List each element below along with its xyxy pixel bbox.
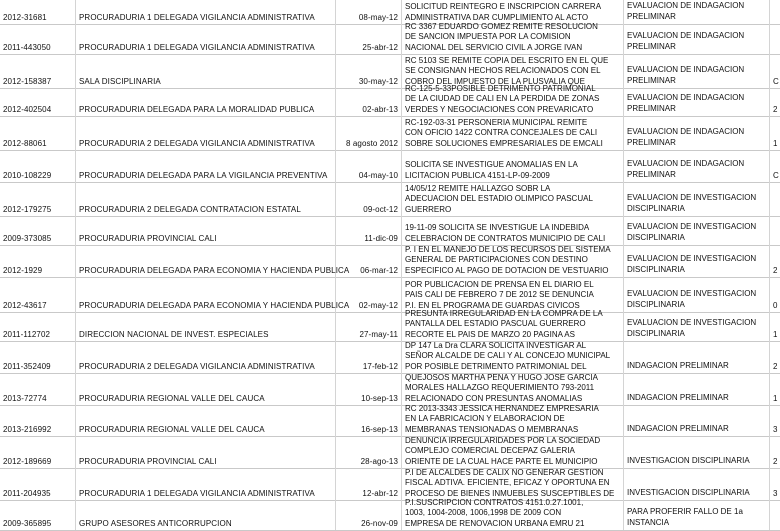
extra-cell[interactable] <box>770 405 780 436</box>
stage-cell[interactable] <box>624 182 770 216</box>
description-cell-text: P.I.SUSCRIPCION CONTRATOS 4151.0.27.1001, 1003, 1004-2008, 1006,1998 DE 2009 CON EMPRESA DE RENOVACION URBANA EMRU 21 <box>405 498 585 528</box>
entity-cell[interactable] <box>76 216 336 245</box>
extra-cell-text: 0 <box>773 301 778 310</box>
date-cell-text: 10-sep-13 <box>361 394 398 403</box>
entity-cell-text: PROCURADURIA PROVINCIAL CALI <box>79 234 217 243</box>
stage-cell[interactable] <box>624 54 770 88</box>
date-cell-text: 25-abr-12 <box>362 43 398 52</box>
date-cell[interactable] <box>336 341 402 373</box>
description-cell-text: DENUNCIA IRREGULARIDADES POR LA SOCIEDAD COMPLEJO COMERCIAL DECEPAZ GALERIA ORIENTE DE LA CUAL HACE PARTE EL MUNICIPIO <box>405 436 601 466</box>
table-row <box>0 24 780 55</box>
extra-cell[interactable] <box>770 341 780 373</box>
date-cell[interactable] <box>336 150 402 182</box>
date-cell-text: 08-may-12 <box>358 13 398 22</box>
case-id-cell[interactable] <box>0 500 76 530</box>
case-id-cell[interactable] <box>0 182 76 216</box>
stage-cell-text: EVALUACION DE INVESTIGACION DISCIPLINARIA <box>627 318 757 338</box>
stage-cell[interactable] <box>624 500 770 530</box>
description-cell-text: RC 3367 EDUARDO GOMEZ REMITE RESOLUCION DE SANCION IMPUESTA POR LA COMISION NACIONAL DEL SERVICIO CIVIL A JORGE IVAN <box>405 22 598 52</box>
date-cell[interactable] <box>336 245 402 277</box>
date-cell[interactable] <box>336 24 402 54</box>
date-cell-text: 02-abr-13 <box>362 105 398 114</box>
description-cell-text: SOLICITA SE INVESTIGUE ANOMALIAS EN LA LICITACION PUBLICA 4151-LP-09-2009 <box>405 160 578 180</box>
description-cell-text: P. I EN EL MANEJO DE LOS RECURSOS DEL SISTEMA GENERAL DE PARTICIPACIONES CON DESTINO ESPECIFICO AL PAGO DE DOTACION DE VESTUARIO <box>405 245 611 275</box>
description-cell-text: SOLICITUD REINTEGRO E INSCRIPCION CARRERA ADMINISTRATIVA DAR CUMPLIMIENTO AL ACTO <box>405 2 602 22</box>
table-row <box>0 182 780 217</box>
entity-cell[interactable] <box>76 54 336 88</box>
extra-cell-text: 2 <box>773 266 778 275</box>
table-row <box>0 84 780 117</box>
case-id-cell[interactable] <box>0 373 76 405</box>
date-cell-text: 27-may-11 <box>359 330 398 339</box>
stage-cell-text: EVALUACION DE INDAGACION PRELIMINAR <box>627 1 745 21</box>
extra-cell-text: C <box>773 77 779 86</box>
extra-cell[interactable] <box>770 468 780 500</box>
table-row <box>0 0 780 25</box>
entity-cell[interactable] <box>76 116 336 150</box>
stage-cell[interactable] <box>624 24 770 54</box>
extra-cell-text: 3 <box>773 489 778 498</box>
date-cell[interactable] <box>336 54 402 88</box>
stage-cell-text: EVALUACION DE INDAGACION PRELIMINAR <box>627 127 745 147</box>
description-cell[interactable] <box>402 24 624 54</box>
date-cell[interactable] <box>336 312 402 341</box>
case-id-cell-text: 2012-31681 <box>3 13 47 22</box>
stage-cell[interactable] <box>624 468 770 500</box>
extra-cell[interactable] <box>770 373 780 405</box>
extra-cell[interactable] <box>770 277 780 312</box>
table-row <box>0 341 780 374</box>
date-cell-text: 17-feb-12 <box>362 362 398 371</box>
date-cell-text: 11-dic-09 <box>364 234 398 243</box>
description-cell-text: RC-125-5-33POSIBLE DETRIMENTO PATRIMONIAL DE LA CIUDAD DE CALI EN LA PERDIDA DE ZONAS VERDES Y NEGOCIACIONES CON PREVARICATO <box>405 84 600 114</box>
entity-cell-text: PROCURADURIA DELEGADA PARA ECONOMIA Y HACIENDA PUBLICA <box>79 266 350 275</box>
description-cell[interactable] <box>402 150 624 182</box>
extra-cell[interactable] <box>770 54 780 88</box>
case-id-cell-text: 2011-352409 <box>3 362 51 371</box>
date-cell[interactable] <box>336 88 402 116</box>
stage-cell-text: EVALUACION DE INDAGACION PRELIMINAR <box>627 93 745 113</box>
case-id-cell[interactable] <box>0 436 76 468</box>
stage-cell[interactable] <box>624 216 770 245</box>
case-id-cell[interactable] <box>0 116 76 150</box>
stage-cell-text: EVALUACION DE INDAGACION PRELIMINAR <box>627 31 745 51</box>
case-id-cell-text: 2012-88061 <box>3 139 47 148</box>
table-row <box>0 277 780 313</box>
extra-cell[interactable] <box>770 0 780 24</box>
extra-cell[interactable] <box>770 216 780 245</box>
description-cell-text: 19-11-09 SOLICITA SE INVESTIGUE LA INDEBIDA CELEBRACION DE CONTRATOS MUNICIPIO DE CALI <box>405 223 606 243</box>
case-id-cell-text: 2012-1929 <box>3 266 43 275</box>
extra-cell-text: 3 <box>773 425 778 434</box>
case-id-cell[interactable] <box>0 312 76 341</box>
stage-cell[interactable] <box>624 277 770 312</box>
date-cell[interactable] <box>336 182 402 216</box>
table-row <box>0 216 780 246</box>
stage-cell[interactable] <box>624 341 770 373</box>
case-id-cell-text: 2012-179275 <box>3 205 52 214</box>
date-cell-text: 16-sep-13 <box>361 425 398 434</box>
description-cell-text: RC 5103 SE REMITE COPIA DEL ESCRITO EN EL QUE SE CONSIGNAN HECHOS RELACIONADOS CON EL COBRO DEL IMPUESTO DE LA PLUSVALIA QUE <box>405 56 609 86</box>
date-cell-text: 28-ago-13 <box>360 457 398 466</box>
extra-cell[interactable] <box>770 116 780 150</box>
stage-cell-text: EVALUACION DE INDAGACION PRELIMINAR <box>627 159 745 179</box>
entity-cell-text: PROCURADURIA 1 DELEGADA VIGILANCIA ADMINISTRATIVA <box>79 43 315 52</box>
table-row <box>0 309 780 342</box>
description-cell-text: QUEJOSOS MARTHA PENA Y HUGO JOSE GARCIA MORALES HALLAZGO REQUERIMIENTO 793-2011 RELACIONADO CON PRESUNTAS ANOMALIAS <box>405 373 598 403</box>
entity-cell-text: PROCURADURIA DELEGADA PARA LA MORALIDAD PUBLICA <box>79 105 315 114</box>
stage-cell-text: EVALUACION DE INDAGACION PRELIMINAR <box>627 65 745 85</box>
stage-cell[interactable] <box>624 312 770 341</box>
description-cell[interactable] <box>402 245 624 277</box>
description-cell-text: DP 147 La Dra CLARA SOLICITA INVESTIGAR AL SEÑOR ALCALDE DE CALI Y AL CONCEJO MUNICIPAL POR POSIBLE DETRIMENTO PATRIMONIAL DEL <box>405 341 611 371</box>
stage-cell[interactable] <box>624 0 770 24</box>
entity-cell-text: PROCURADURIA REGIONAL VALLE DEL CAUCA <box>79 425 265 434</box>
date-cell-text: 8 agosto 2012 <box>345 139 398 148</box>
entity-cell[interactable] <box>76 182 336 216</box>
entity-cell-text: PROCURADURIA 1 DELEGADA VIGILANCIA ADMINISTRATIVA <box>79 489 315 498</box>
stage-cell[interactable] <box>624 245 770 277</box>
stage-cell-text: PARA PROFERIR FALLO DE 1a INSTANCIA <box>627 507 743 527</box>
case-id-cell[interactable] <box>0 54 76 88</box>
entity-cell[interactable] <box>76 150 336 182</box>
entity-cell[interactable] <box>76 88 336 116</box>
stage-cell-text: EVALUACION DE INVESTIGACION DISCIPLINARIA <box>627 193 757 213</box>
table-row <box>0 500 780 531</box>
entity-cell[interactable] <box>76 436 336 468</box>
case-id-cell[interactable] <box>0 88 76 116</box>
case-id-cell-text: 2013-216992 <box>3 425 52 434</box>
stage-cell-text: INVESTIGACION DISCIPLINARIA <box>627 455 750 465</box>
entity-cell-text: PROCURADURIA 2 DELEGADA CONTRATACION ESTATAL <box>79 205 301 214</box>
table-row <box>0 405 780 437</box>
extra-cell[interactable] <box>770 312 780 341</box>
stage-cell-text: EVALUACION DE INVESTIGACION DISCIPLINARIA <box>627 254 757 274</box>
stage-cell-text: EVALUACION DE INVESTIGACION DISCIPLINARIA <box>627 289 757 309</box>
case-id-cell[interactable] <box>0 405 76 436</box>
date-cell-text: 30-may-12 <box>358 77 398 86</box>
description-cell-text: POR PUBLICACION DE PRENSA EN EL DIARIO EL PAIS CALI DE FEBRERO 7 DE 2012 SE DENUNCIA P.I. EN EL PROGRAMA DE GUARDAS CIVICOS <box>405 280 594 310</box>
extra-cell-text: 1 <box>773 330 778 339</box>
extra-cell-text: 2 <box>773 362 778 371</box>
entity-cell-text: SALA DISCIPLINARIA <box>79 77 161 86</box>
extra-cell-text: 2 <box>773 457 778 466</box>
description-cell[interactable] <box>402 436 624 468</box>
table-row <box>0 245 780 278</box>
date-cell-text: 12-abr-12 <box>362 489 398 498</box>
description-cell[interactable] <box>402 405 624 436</box>
case-id-cell[interactable] <box>0 468 76 500</box>
extra-cell[interactable] <box>770 88 780 116</box>
case-id-cell[interactable] <box>0 245 76 277</box>
description-cell[interactable] <box>402 182 624 216</box>
entity-cell[interactable] <box>76 0 336 24</box>
entity-cell[interactable] <box>76 24 336 54</box>
date-cell-text: 06-mar-12 <box>360 266 398 275</box>
description-cell[interactable] <box>402 373 624 405</box>
date-cell[interactable] <box>336 116 402 150</box>
date-cell-text: 04-may-10 <box>358 171 398 180</box>
case-id-cell[interactable] <box>0 277 76 312</box>
stage-cell[interactable] <box>624 436 770 468</box>
entity-cell[interactable] <box>76 277 350 312</box>
case-id-cell-text: 2012-189669 <box>3 457 52 466</box>
entity-cell-text: PROCURADURIA REGIONAL VALLE DEL CAUCA <box>79 394 265 403</box>
extra-cell[interactable] <box>770 245 780 277</box>
stage-cell[interactable] <box>624 150 770 182</box>
entity-cell-text: PROCURADURIA PROVINCIAL CALI <box>79 457 217 466</box>
extra-cell[interactable] <box>770 150 780 182</box>
case-id-cell-text: 2011-204935 <box>3 489 51 498</box>
description-cell-text: P.I DE ALCALDES DE CALIX NO GENERAR GESTION FISCAL ADTIVA. EFICIENTE, EFICAZ Y OPORTUNA EN PROCESO DE BIENES INMUEBLES SUSCEPTIBLES DE <box>405 468 615 498</box>
description-cell[interactable] <box>402 500 624 530</box>
date-cell[interactable] <box>336 277 402 312</box>
extra-cell-text: 2 <box>773 105 778 114</box>
description-cell-text: 14/05/12 REMITE HALLAZGO SOBR LA ADECUACION DEL ESTADIO OLIMPICO PASCUAL GUERRERO <box>405 184 593 214</box>
stage-cell-text: INDAGACION PRELIMINAR <box>627 360 729 370</box>
case-id-cell[interactable] <box>0 341 76 373</box>
extra-cell-text: 1 <box>773 139 778 148</box>
case-id-cell-text: 2012-402504 <box>3 105 52 114</box>
case-id-cell[interactable] <box>0 24 76 54</box>
stage-cell-text: INVESTIGACION DISCIPLINARIA <box>627 487 750 497</box>
case-id-cell-text: 2013-72774 <box>3 394 47 403</box>
description-cell[interactable] <box>402 277 624 312</box>
entity-cell[interactable] <box>76 500 336 530</box>
description-cell-text: PRESUNTA IRREGULARIDAD EN LA COMPRA DE LA PANTALLA DEL ESTADIO PASCUAL GUERRERO RECORTE EL PAIS DE MARZO 20 PAGINA AS <box>405 309 603 339</box>
entity-cell[interactable] <box>76 373 336 405</box>
date-cell[interactable] <box>336 405 402 436</box>
entity-cell-text: PROCURADURIA 2 DELEGADA VIGILANCIA ADMINISTRATIVA <box>79 139 315 148</box>
table-row <box>0 373 780 406</box>
description-cell-text: RC 2013-3343 JESSICA HERNANDEZ EMPRESARIA EN LA FABRICACION Y ELABORACION DE MEMBRANAS TENSIONADAS O MEMBRANAS <box>405 404 599 434</box>
description-cell[interactable] <box>402 309 624 341</box>
stage-cell-text: INDAGACION PRELIMINAR <box>627 392 729 402</box>
case-id-cell-text: 2012-43617 <box>3 301 47 310</box>
stage-cell[interactable] <box>624 116 770 150</box>
entity-cell[interactable] <box>76 245 350 277</box>
case-id-cell-text: 2011-112702 <box>3 330 51 339</box>
case-id-cell[interactable] <box>0 150 76 182</box>
case-id-cell-text: 2011-443050 <box>3 43 51 52</box>
extra-cell[interactable] <box>770 24 780 54</box>
table-row <box>0 150 780 183</box>
description-cell[interactable] <box>402 54 624 88</box>
entity-cell[interactable] <box>76 405 336 436</box>
description-cell[interactable] <box>402 468 624 500</box>
case-id-cell-text: 2012-158387 <box>3 77 52 86</box>
stage-cell-text: EVALUACION DE INVESTIGACION DISCIPLINARIA <box>627 222 757 242</box>
case-id-cell[interactable] <box>0 216 76 245</box>
entity-cell-text: GRUPO ASESORES ANTICORRUPCION <box>79 519 232 528</box>
stage-cell[interactable] <box>624 405 770 436</box>
date-cell[interactable] <box>336 216 402 245</box>
entity-cell-text: PROCURADURIA DELEGADA PARA ECONOMIA Y HACIENDA PUBLICA <box>79 301 350 310</box>
case-id-cell-text: 2010-108229 <box>3 171 52 180</box>
description-cell[interactable] <box>402 84 624 116</box>
description-cell[interactable] <box>402 216 624 245</box>
table-row <box>0 468 780 501</box>
case-id-cell-text: 2009-373085 <box>3 234 52 243</box>
table-row <box>0 436 780 469</box>
description-cell[interactable] <box>402 341 624 373</box>
extra-cell-text: C <box>773 171 779 180</box>
extra-cell-text: 1 <box>773 394 778 403</box>
date-cell[interactable] <box>336 373 402 405</box>
date-cell-text: 26-nov-09 <box>361 519 398 528</box>
stage-cell[interactable] <box>624 373 770 405</box>
extra-cell[interactable] <box>770 436 780 468</box>
stage-cell-text: INDAGACION PRELIMINAR <box>627 423 729 433</box>
description-cell[interactable] <box>402 0 624 24</box>
table-row <box>0 54 780 89</box>
stage-cell[interactable] <box>624 88 770 116</box>
entity-cell[interactable] <box>76 341 336 373</box>
extra-cell[interactable] <box>770 182 780 216</box>
case-id-cell-text: 2009-365895 <box>3 519 52 528</box>
date-cell[interactable] <box>336 500 402 530</box>
date-cell-text: 09-oct-12 <box>363 205 398 214</box>
table-row <box>0 116 780 151</box>
entity-cell-text: PROCURADURIA 2 DELEGADA VIGILANCIA ADMINISTRATIVA <box>79 362 315 371</box>
entity-cell[interactable] <box>76 468 336 500</box>
case-id-cell[interactable] <box>0 0 76 24</box>
date-cell[interactable] <box>336 436 402 468</box>
date-cell[interactable] <box>336 468 402 500</box>
entity-cell-text: DIRECCION NACIONAL DE INVEST. ESPECIALES <box>79 330 269 339</box>
date-cell-text: 02-may-12 <box>358 301 398 310</box>
date-cell[interactable] <box>336 0 402 24</box>
entity-cell-text: PROCURADURIA 1 DELEGADA VIGILANCIA ADMINISTRATIVA <box>79 13 315 22</box>
entity-cell-text: PROCURADURIA DELEGADA PARA LA VIGILANCIA PREVENTIVA <box>79 171 328 180</box>
entity-cell[interactable] <box>76 312 336 341</box>
description-cell[interactable] <box>402 116 624 150</box>
description-cell-text: RC-192-03-31 PERSONERIA MUNICIPAL REMITE CON OFICIO 1422 CONTRA CONCEJALES DE CALI SOBRE SOLUCIONES EMPRESARIALES DE EMCALI <box>405 118 603 148</box>
extra-cell[interactable] <box>770 500 780 530</box>
